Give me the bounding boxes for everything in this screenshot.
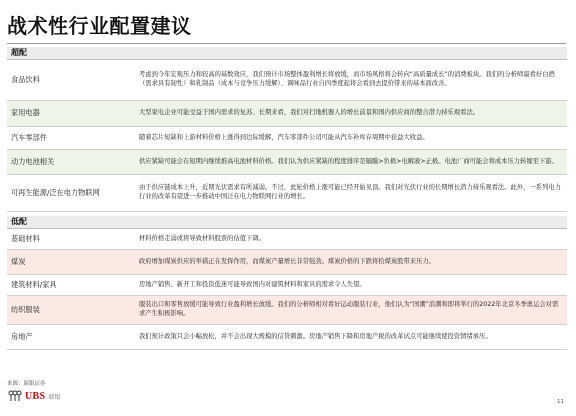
sector-description: 材料价格走弱或将导致材料股票的估值下调。	[139, 234, 265, 242]
source-note: 来源：瑞银证券	[7, 381, 46, 387]
table-row	[7, 101, 567, 127]
logo-brand-cn: 瑞银	[48, 393, 61, 401]
section-header-underweight: 低配	[7, 216, 567, 229]
table-row	[7, 150, 567, 175]
section-header-overweight: 超配	[7, 47, 567, 60]
sector-description: 大型家电企业可能受益于国内需求的复苏。长期来看，我们对扫地机器人的增长前景和国内供应商的整合潜力持乐观看法。	[139, 109, 480, 117]
table-row	[7, 296, 567, 325]
table-row	[7, 127, 567, 150]
table-row	[7, 60, 567, 101]
sector-name: 纺织服装	[11, 304, 40, 314]
sector-description: 服装出口和零售放缓可能导致行业盈利增长放缓。我们的分析师相对看好运动服装行业，他们认为“国潮”浪潮和即将举行的2022年北京冬季奥运会对需求产生积极影响。	[139, 301, 559, 317]
section-overweight	[7, 47, 567, 212]
sector-description: 随着芯片短缺和上游材料价格上涨得到边际缓解，汽车零部件公司可能从汽车补库存周期中获益大收益。	[139, 133, 429, 141]
keys-icon	[7, 390, 23, 402]
section-underweight	[7, 216, 567, 350]
sector-name: 食品饮料	[11, 74, 40, 84]
sector-name: 房地产	[11, 331, 33, 341]
sector-description: 供应紧缺可能会在短期内继续推高电池材料价格。我们认为供应紧缺的程度排序是隔膜>负极>电解液>正极。电池厂商可能会将成本压力转嫁至下游。	[139, 157, 558, 165]
sector-name: 汽车零部件	[11, 132, 47, 142]
page-title: 战术性行业配置建议	[7, 14, 192, 38]
table-row	[7, 275, 567, 296]
sector-name: 家用电器	[11, 108, 40, 118]
sector-description: 我们预计政策只会小幅放松，并不会出现大规模的信贷刺激。房地产销售下降和房地产税的改革试点可能继续使投资情绪承压。	[139, 332, 492, 340]
sector-description: 房地产销售、新开工和投资低迷可能导致国内对建筑材料和家具的需求令人失望。	[139, 280, 366, 288]
sector-description: 考虑到今年宏观压力和较高的基数效应，我们预计市场整体盈利增长将放缓，而市场风格将会转向“高质量成长”的消费板块。我们的分析师最看好白酒（需求具有韧性）和乳制品（成本与竞争压力缓解）、调味品行业自四季度起将会看到去提价带来的基本面改善。	[139, 71, 555, 87]
sector-name: 基础材料	[11, 233, 40, 243]
sector-name: 建筑材料/家具	[11, 279, 57, 289]
sector-name: 可再生能源/泛在电力物联网	[11, 187, 100, 197]
table-row	[7, 229, 567, 250]
sector-name: 动力电池相关	[11, 156, 55, 166]
page-number: 11	[557, 399, 564, 405]
table-row	[7, 175, 567, 212]
table-row	[7, 325, 567, 350]
title-divider	[7, 43, 566, 44]
table-row	[7, 250, 567, 275]
sector-description: 由于供应链成本上升，近期光伏需求有所减弱。不过，此轮价格上涨可能已经开始见顶。我们对光伏行业的长期增长潜力持乐观看法。此外，一系列电力行业的改革有望进一步推动中国泛在电力物联网行业的增长。	[139, 184, 561, 200]
sector-name: 煤炭	[11, 256, 26, 266]
recommendation-table	[7, 47, 567, 350]
logo-brand: UBS	[25, 390, 46, 402]
sector-description: 政府增加煤炭供应的举措正在发挥作用，而煤炭产量增长非常强劲。煤炭价格的下跌将拾煤炭股带来压力。	[139, 257, 435, 265]
ubs-logo	[7, 390, 60, 402]
